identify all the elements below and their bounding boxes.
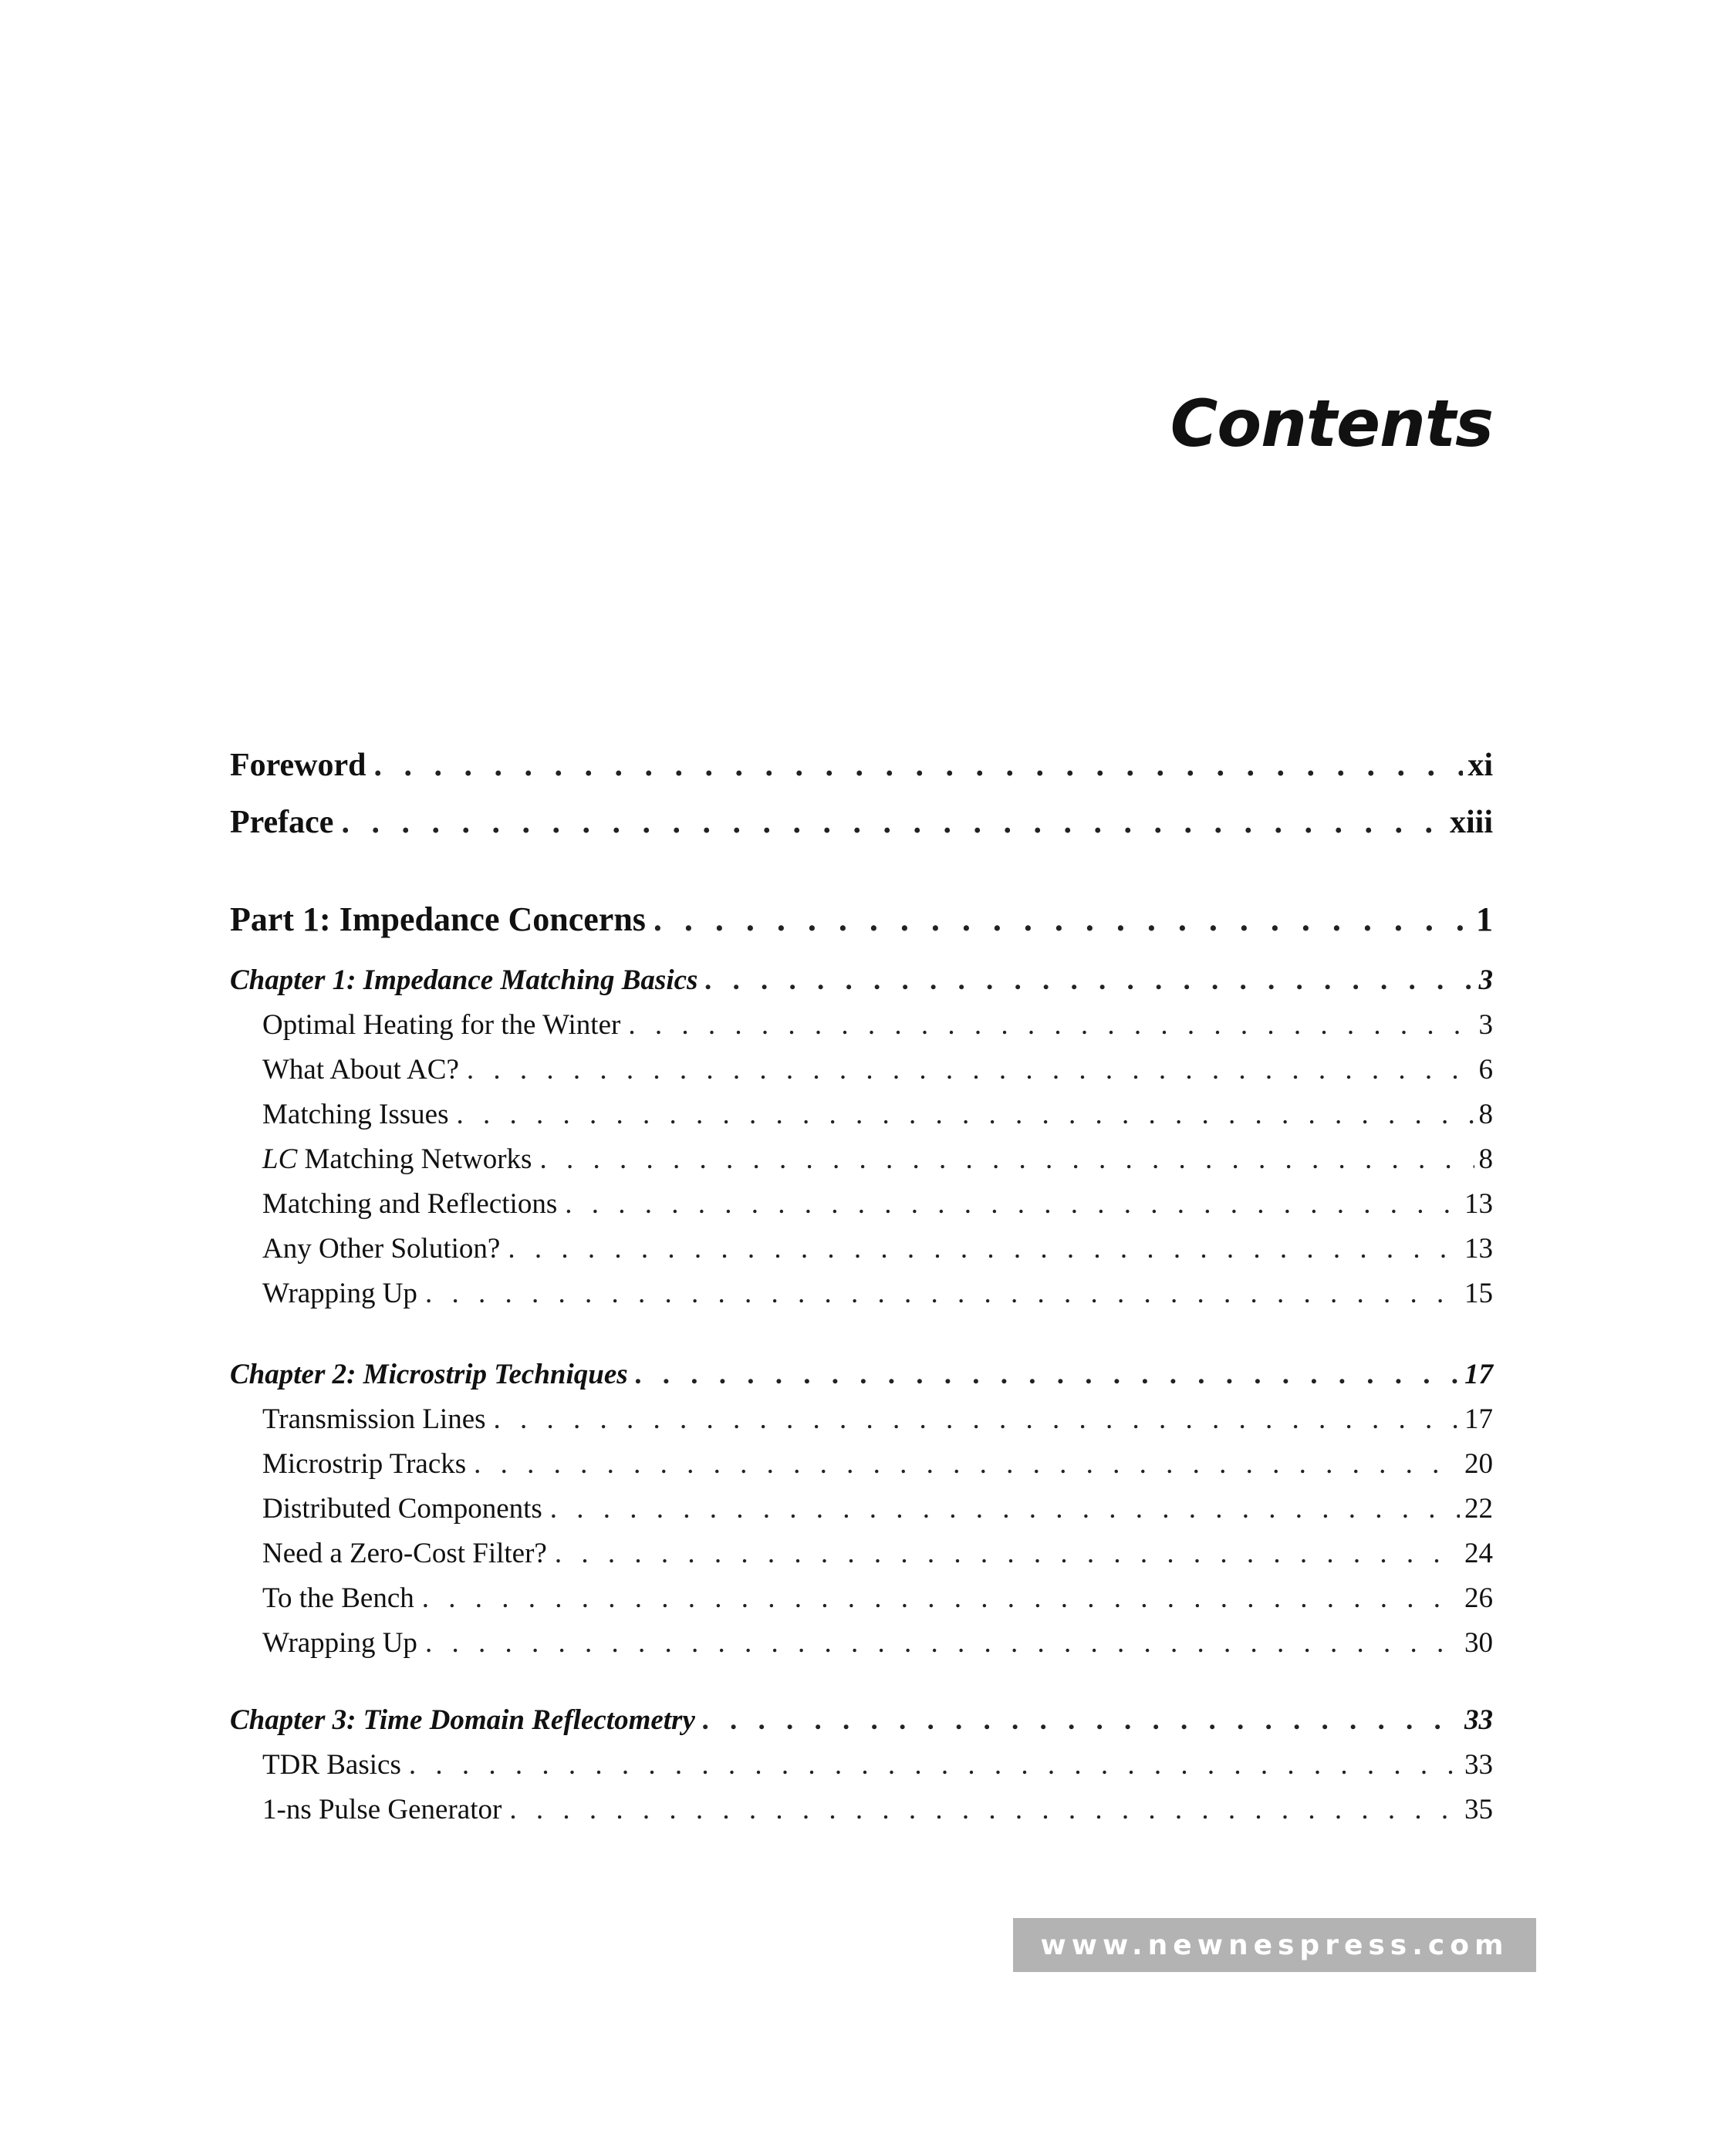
toc-entry-chapter-2[interactable] [230, 1358, 1493, 1391]
toc-entry-label: Transmission Lines [262, 1403, 486, 1435]
dot-leader [341, 804, 1445, 841]
toc-entry-page: xi [1467, 748, 1493, 783]
dot-leader [636, 1358, 1460, 1391]
toc-entry-section[interactable] [230, 1008, 1493, 1042]
toc-entry-section[interactable] [230, 1277, 1493, 1310]
toc-entry-section[interactable] [230, 1232, 1493, 1265]
toc-entry-chapter-1[interactable] [230, 964, 1493, 997]
dot-leader [654, 900, 1471, 939]
toc-entry-section[interactable] [230, 1053, 1493, 1086]
toc-entry-label: Part 1: Impedance Concerns [230, 900, 646, 938]
toc-entry-page: 33 [1464, 1704, 1493, 1736]
toc-entry-page: 15 [1464, 1278, 1493, 1309]
dot-leader [425, 1277, 1460, 1310]
dot-leader [467, 1053, 1474, 1086]
toc-entry-preface[interactable] [230, 804, 1493, 841]
toc-entry-label: What About AC? [262, 1054, 459, 1086]
toc-entry-section[interactable] [230, 1403, 1493, 1436]
toc-entry-section[interactable] [230, 1793, 1493, 1826]
toc-entry-label-text: Matching Networks [297, 1143, 532, 1175]
toc-entry-page: 17 [1464, 1403, 1493, 1435]
dot-leader [565, 1187, 1460, 1221]
dot-leader [422, 1582, 1460, 1615]
toc-entry-page: 20 [1464, 1448, 1493, 1480]
toc-entry-label: Distributed Components [262, 1493, 542, 1525]
toc-entry-page: 8 [1478, 1099, 1493, 1130]
dot-leader [555, 1537, 1460, 1570]
dot-leader [494, 1403, 1460, 1436]
toc-entry-page: 35 [1464, 1794, 1493, 1825]
toc-entry-page: xiii [1449, 805, 1493, 840]
toc-entry-section[interactable] [230, 1626, 1493, 1660]
toc-entry-label: Microstrip Tracks [262, 1448, 467, 1480]
toc-entry-label: Wrapping Up [262, 1278, 417, 1309]
toc-entry-section[interactable] [230, 1582, 1493, 1615]
toc-entry-page: 24 [1464, 1538, 1493, 1569]
toc-entry-page: 22 [1464, 1493, 1493, 1525]
dot-leader [705, 964, 1474, 997]
toc-entry-label: Optimal Heating for the Winter [262, 1009, 621, 1041]
dot-leader [409, 1748, 1460, 1781]
toc-entry-page: 33 [1464, 1749, 1493, 1781]
toc-entry-page: 8 [1478, 1143, 1493, 1175]
toc-entry-label: TDR Basics [262, 1749, 401, 1781]
toc-entry-part-1[interactable] [230, 900, 1493, 939]
toc-entry-page: 3 [1478, 964, 1493, 996]
toc-entry-label: Chapter 1: Impedance Matching Basics [230, 964, 698, 996]
dot-leader [474, 1447, 1460, 1481]
toc-entry-section[interactable] [230, 1187, 1493, 1221]
dot-leader [508, 1232, 1460, 1265]
toc-entry-label: Matching Issues [262, 1099, 449, 1130]
dot-leader [628, 1008, 1474, 1042]
toc-entry-page: 1 [1476, 900, 1493, 938]
toc-entry-chapter-3[interactable] [230, 1704, 1493, 1737]
toc-entry-label: 1-ns Pulse Generator [262, 1794, 502, 1825]
toc-entry-page: 17 [1464, 1359, 1493, 1390]
publisher-url[interactable]: www.newnespress.com [1013, 1918, 1536, 1972]
toc-entry-page: 13 [1464, 1233, 1493, 1265]
dot-leader [703, 1704, 1460, 1737]
toc-entry-section[interactable] [230, 1098, 1493, 1131]
toc-entry-label: Foreword [230, 748, 366, 783]
toc-entry-label: To the Bench [262, 1582, 414, 1614]
toc-entry-page: 13 [1464, 1188, 1493, 1220]
dot-leader [425, 1626, 1460, 1660]
toc-entry-label [262, 1143, 539, 1176]
toc-entry-label: Wrapping Up [262, 1627, 417, 1659]
toc-entry-section[interactable] [230, 1537, 1493, 1570]
dot-leader [457, 1098, 1474, 1131]
toc-entry-page: 30 [1464, 1627, 1493, 1659]
toc-entry-page: 6 [1478, 1054, 1493, 1086]
page-title: Contents [1170, 386, 1493, 461]
dot-leader [374, 747, 1464, 784]
dot-leader [539, 1143, 1474, 1176]
toc-entry-label-prefix: LC [262, 1143, 298, 1175]
toc-entry-foreword[interactable] [230, 747, 1493, 784]
toc-entry-label: Chapter 3: Time Domain Reflectometry [230, 1704, 695, 1736]
toc-entry-label: Need a Zero-Cost Filter? [262, 1538, 547, 1569]
toc-entry-section[interactable] [230, 1492, 1493, 1525]
toc-entry-label: Chapter 2: Microstrip Techniques [230, 1359, 628, 1390]
toc-entry-page: 3 [1478, 1009, 1493, 1041]
toc-entry-section[interactable] [230, 1143, 1493, 1176]
toc-entry-page: 26 [1464, 1582, 1493, 1614]
toc-entry-section[interactable] [230, 1748, 1493, 1781]
toc-entry-label: Preface [230, 805, 334, 840]
dot-leader [509, 1793, 1460, 1826]
dot-leader [550, 1492, 1460, 1525]
toc-entry-label: Any Other Solution? [262, 1233, 501, 1265]
toc-entry-section[interactable] [230, 1447, 1493, 1481]
toc-entry-label: Matching and Reflections [262, 1188, 558, 1220]
